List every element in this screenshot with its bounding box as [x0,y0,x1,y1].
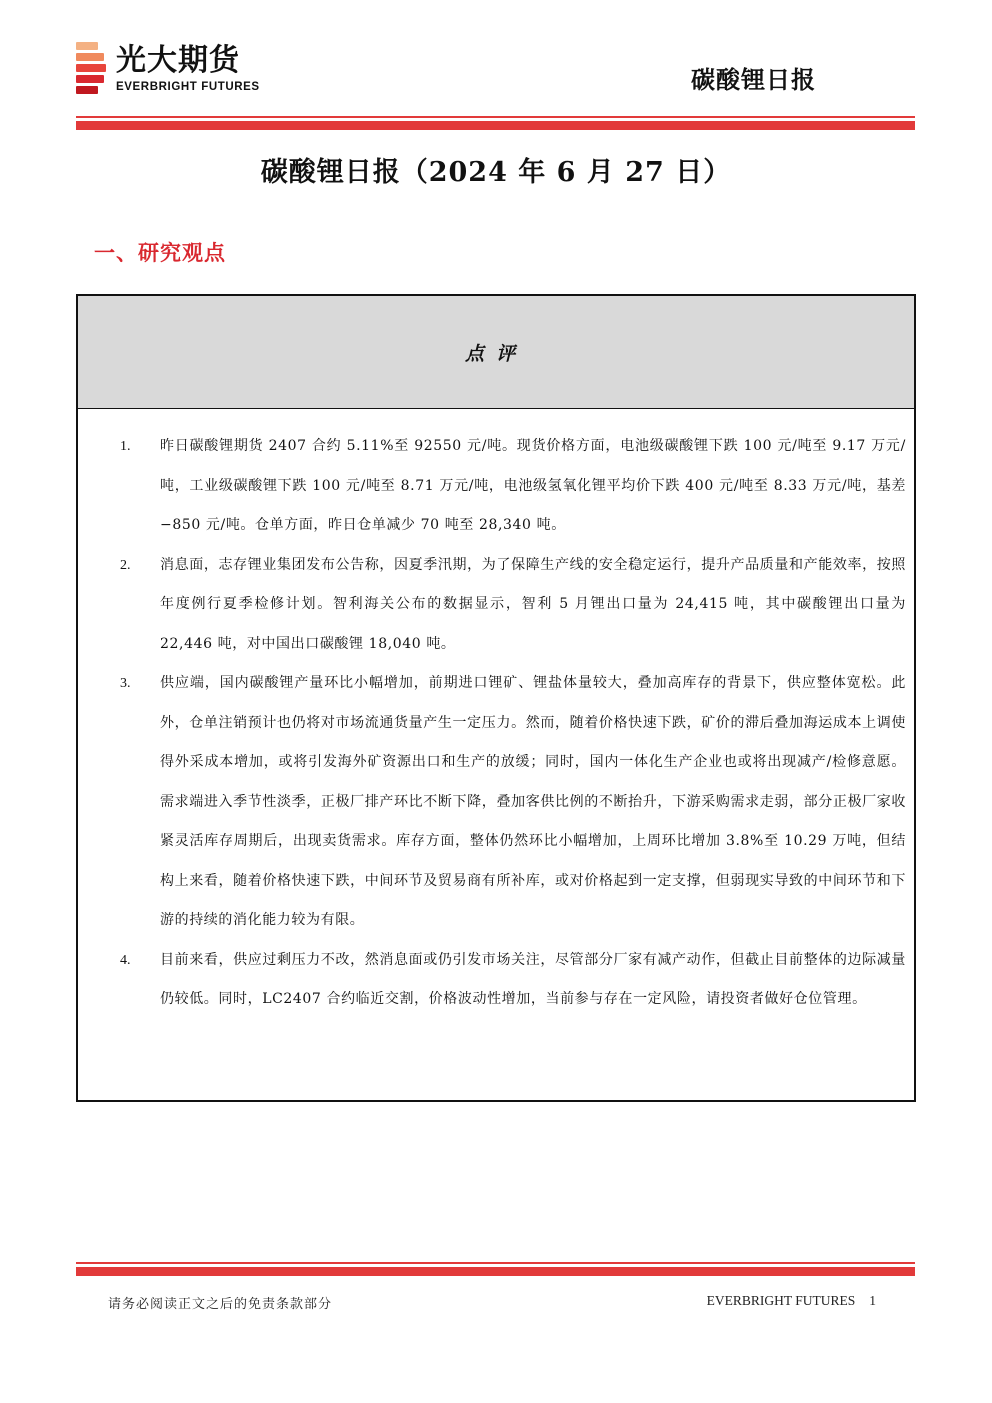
logo-cn-text: 光大期货 [116,43,240,78]
comment-box-header-label: 点评 [464,342,527,365]
logo-en-text: EVERBRIGHT FUTURES [116,81,260,93]
list-item-text: 目前来看，供应过剩压力不改，然消息面或仍引发市场关注，尽管部分厂家有减产动作，但截止目前整体的边际减量仍较低。同时，LC2407 合约临近交割，价格波动性增加，当前参与存在一定风险，请投资者做好仓位管理。 [160,951,906,1007]
comment-box [76,294,916,1102]
list-item-number: 4. [120,952,131,968]
company-logo [76,40,286,96]
comment-box-header [78,296,914,409]
section-title: 一、研究观点 [94,241,226,265]
list-item [78,941,906,1020]
page-title: 碳酸锂日报（2024 年 6 月 27 日） [260,157,732,188]
list-item [78,664,906,941]
disclaimer-note: 请务必阅读正文之后的免责条款部分 [108,1297,333,1312]
list-item-number: 3. [120,676,131,691]
list-item-text: 消息面，志存锂业集团发布公告称，因夏季汛期，为了保障生产线的安全稳定运行，提升产品质量和产能效率，按照年度例行夏季检修计划。智利海关公布的数据显示，智利 5 月锂出口量为 24,415 吨，其中碳酸锂出口量为 22,446 吨，对中国出口碳酸锂 18,040 吨。 [160,556,906,652]
list-item [78,427,906,546]
footer-company [707,1293,876,1309]
list-item-number: 1. [120,439,131,454]
list-item-text: 供应端，国内碳酸锂产量环比小幅增加，前期进口锂矿、锂盐体量较大，叠加高库存的背景下，供应整体宽松。此外，仓单注销预计也仍将对市场流通货量产生一定压力。然而，随着价格快速下跌，矿价的滞后叠加海运成本上调使得外采成本增加，或将引发海外矿资源出口和生产的放缓；同时，国内一体化生产企业也或将出现减产/检修意愿。需求端进入季节性淡季，正极厂排产环比不断下降，叠加客供比例的不断抬升，下游采购需求走弱，部分正极厂家收紧灵活库存周期后，出现卖货需求。库存方面，整体仍然环比小幅增加，上周环比增加 3.8%至 10.29 万吨，但结构上来看，随着价格快速下跌，中间环节及贸易商有所补库，或对价格起到一定支撑，但弱现实导致的中间环节和下游的持续的消化能力较为有限。 [160,675,906,928]
footer-company-name: EVERBRIGHT FUTURES [706,1293,856,1308]
comment-list [78,409,914,1020]
header-divider [76,116,915,130]
logo-mark-icon [76,42,106,94]
list-item-number: 2. [120,557,131,573]
list-item-text: 昨日碳酸锂期货 2407 合约 5.11%至 92550 元/吨。现货价格方面，电池级碳酸锂下跌 100 元/吨至 9.17 万元/吨，工业级碳酸锂下跌 100 元/吨至 8.71 万元/吨，电池级氢氧化锂平均价下跌 400 元/吨至 8.33 万元/吨，基差−850 元/吨。仓单方面，昨日仓单减少 70 吨至 28,340 吨。 [160,438,906,533]
report-name: 碳酸锂日报 [691,66,816,94]
page-number: 1 [869,1293,876,1308]
footer-divider [76,1262,915,1276]
list-item [78,546,906,665]
